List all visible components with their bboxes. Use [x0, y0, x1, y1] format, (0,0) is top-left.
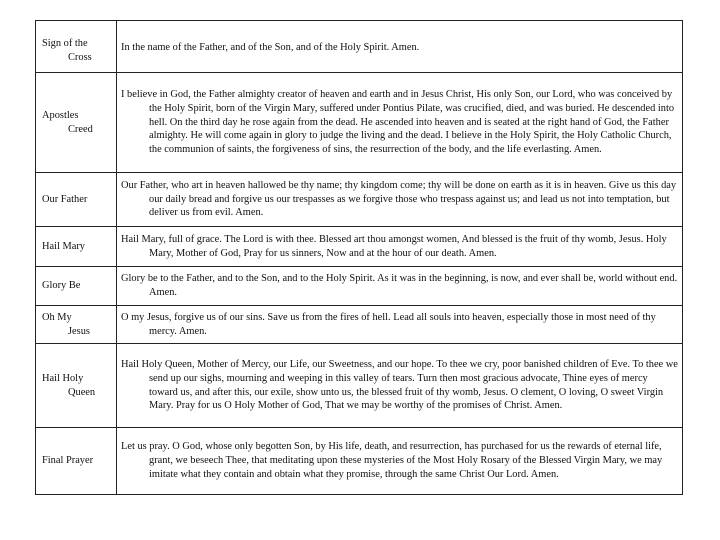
- prayer-name-cell: [36, 267, 117, 306]
- prayer-name-line1: Sign of the: [42, 37, 88, 49]
- prayer-name-cell: [36, 344, 117, 428]
- prayer-text-cell: Let us pray. O God, whose only begotten Son, by His life, death, and resurrection, has purchased for us the rewards of eternal life, grant, we beseech Thee, that meditating upon these mysteries of the Most Holy Rosary of the Blessed Virgin Mary, we may imitate what they contain and obtain what they promise, through the same Christ Our Lord. Amen.: [117, 428, 683, 495]
- prayer-name-line1: Our Father: [42, 193, 88, 205]
- prayer-name-cell: [36, 21, 117, 73]
- prayer-name-line1: Apostles: [42, 109, 79, 121]
- prayer-name-cell: [36, 227, 117, 267]
- prayer-text-cell: I believe in God, the Father almighty creator of heaven and earth and in Jesus Christ, His only Son, our Lord, who was conceived by the Holy Spirit, born of the Virgin Mary, suffered under Pontius Pilate, was crucified, died, and was buried. He descended into hell. On the third day he rose again from the dead. He ascended into heaven and is seated at the right hand of God, the Father almighty. He will come again in glory to judge the living and the dead. I believe in the Holy Spirit, the Holy Catholic Church, the communion of saints, the forgiveness of sins, the resurrection of the body, and the life everlasting. Amen.: [117, 73, 683, 173]
- prayer-text-cell: Hail Holy Queen, Mother of Mercy, our Life, our Sweetness, and our hope. To thee we cry, poor banished children of Eve. To thee we send up our sighs, mourning and weeping in this valley of tears. Turn then most gracious advocate, Thine eyes of mercy toward us, and after this, our exile, show unto us, the blessed fruit of thy womb, Jesus. O clement, O loving, O sweet Virgin Mary. Pray for us O Holy Mother of God, That we may be worthy of the promises of Christ. Amen.: [117, 344, 683, 428]
- prayer-name-line2: Queen: [68, 386, 96, 398]
- table-row: [36, 344, 683, 428]
- prayer-name-line2: Cross: [68, 51, 92, 63]
- table-row: [36, 73, 683, 173]
- prayer-name-line1: Hail Mary: [42, 240, 85, 252]
- prayer-text-cell: Glory be to the Father, and to the Son, and to the Holy Spirit. As it was in the beginning, is now, and ever shall be, world without end. Amen.: [117, 267, 683, 306]
- prayer-text-cell: Hail Mary, full of grace. The Lord is with thee. Blessed art thou amongst women, And blessed is the fruit of thy womb, Jesus. Holy Mary, Mother of God, Pray for us sinners, Now and at the hour of our death. Amen.: [117, 227, 683, 267]
- prayer-text-cell: Our Father, who art in heaven hallowed be thy name; thy kingdom come; thy will be done on earth as it is in heaven. Give us this day our daily bread and forgive us our trespasses as we forgive those who trespass against us; and lead us not into temptation, but deliver us from evil. Amen.: [117, 173, 683, 227]
- table-row: [36, 227, 683, 267]
- table-row: [36, 428, 683, 495]
- prayer-name-line1: Oh My: [42, 311, 72, 323]
- prayer-text-cell: O my Jesus, forgive us of our sins. Save us from the fires of hell. Lead all souls into heaven, especially those in most need of thy mercy. Amen.: [117, 306, 683, 344]
- rosary-prayers-table: [35, 20, 683, 495]
- prayer-name-cell: [36, 73, 117, 173]
- prayer-name-cell: [36, 428, 117, 495]
- prayer-name-line1: Hail Holy: [42, 372, 84, 384]
- table-row: [36, 21, 683, 73]
- prayer-name-line2: Creed: [68, 123, 93, 135]
- prayer-name-cell: [36, 173, 117, 227]
- prayer-name-cell: [36, 306, 117, 344]
- table-row: [36, 267, 683, 306]
- prayer-name-line1: Glory Be: [42, 280, 81, 292]
- table-row: [36, 306, 683, 344]
- prayer-name-line1: Final Prayer: [42, 455, 94, 467]
- table-row: [36, 173, 683, 227]
- prayer-name-line2: Jesus: [68, 325, 90, 337]
- prayer-text-cell: In the name of the Father, and of the Son, and of the Holy Spirit. Amen.: [117, 21, 683, 73]
